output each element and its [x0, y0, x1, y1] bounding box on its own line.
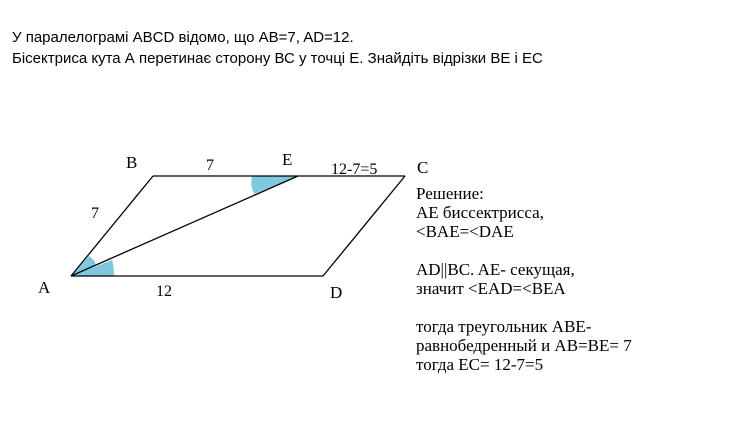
label-point-e: E — [282, 150, 293, 169]
solution-line-3: <BAE=<DAE — [416, 222, 514, 241]
label-segment-ec: 12-7=5 — [331, 161, 378, 178]
label-point-a: A — [38, 278, 51, 297]
label-segment-ad: 12 — [156, 283, 172, 300]
solution-line-10: тогда EC= 12-7=5 — [416, 355, 544, 374]
solution-line-1: Решение: — [416, 184, 484, 203]
side-cd — [323, 176, 405, 276]
label-point-b: B — [126, 153, 138, 172]
problem-statement-line-2: Бісектриса кута А перетинає сторону ВС у точці Е. Знайдіть відрізки BE і EC — [12, 50, 543, 67]
bisector-ae — [71, 176, 298, 276]
solution-line-5: AD||BC. AE- секущая, — [416, 260, 575, 279]
solution-line-6: значит <EAD=<BEA — [416, 279, 566, 298]
label-segment-be: 7 — [206, 157, 214, 174]
solution-line-9: равнобедренный и AB=BE= 7 — [416, 336, 632, 355]
solution-line-2: AE биссектрисса, — [416, 203, 544, 222]
label-point-c: C — [417, 158, 429, 177]
solution-line-8: тогда треугольник ABE- — [416, 317, 592, 336]
label-segment-ab: 7 — [91, 205, 99, 222]
label-point-d: D — [330, 283, 343, 302]
problem-statement-line-1: У паралелограмі ABCD відомо, що AB=7, AD=12. — [12, 29, 354, 46]
